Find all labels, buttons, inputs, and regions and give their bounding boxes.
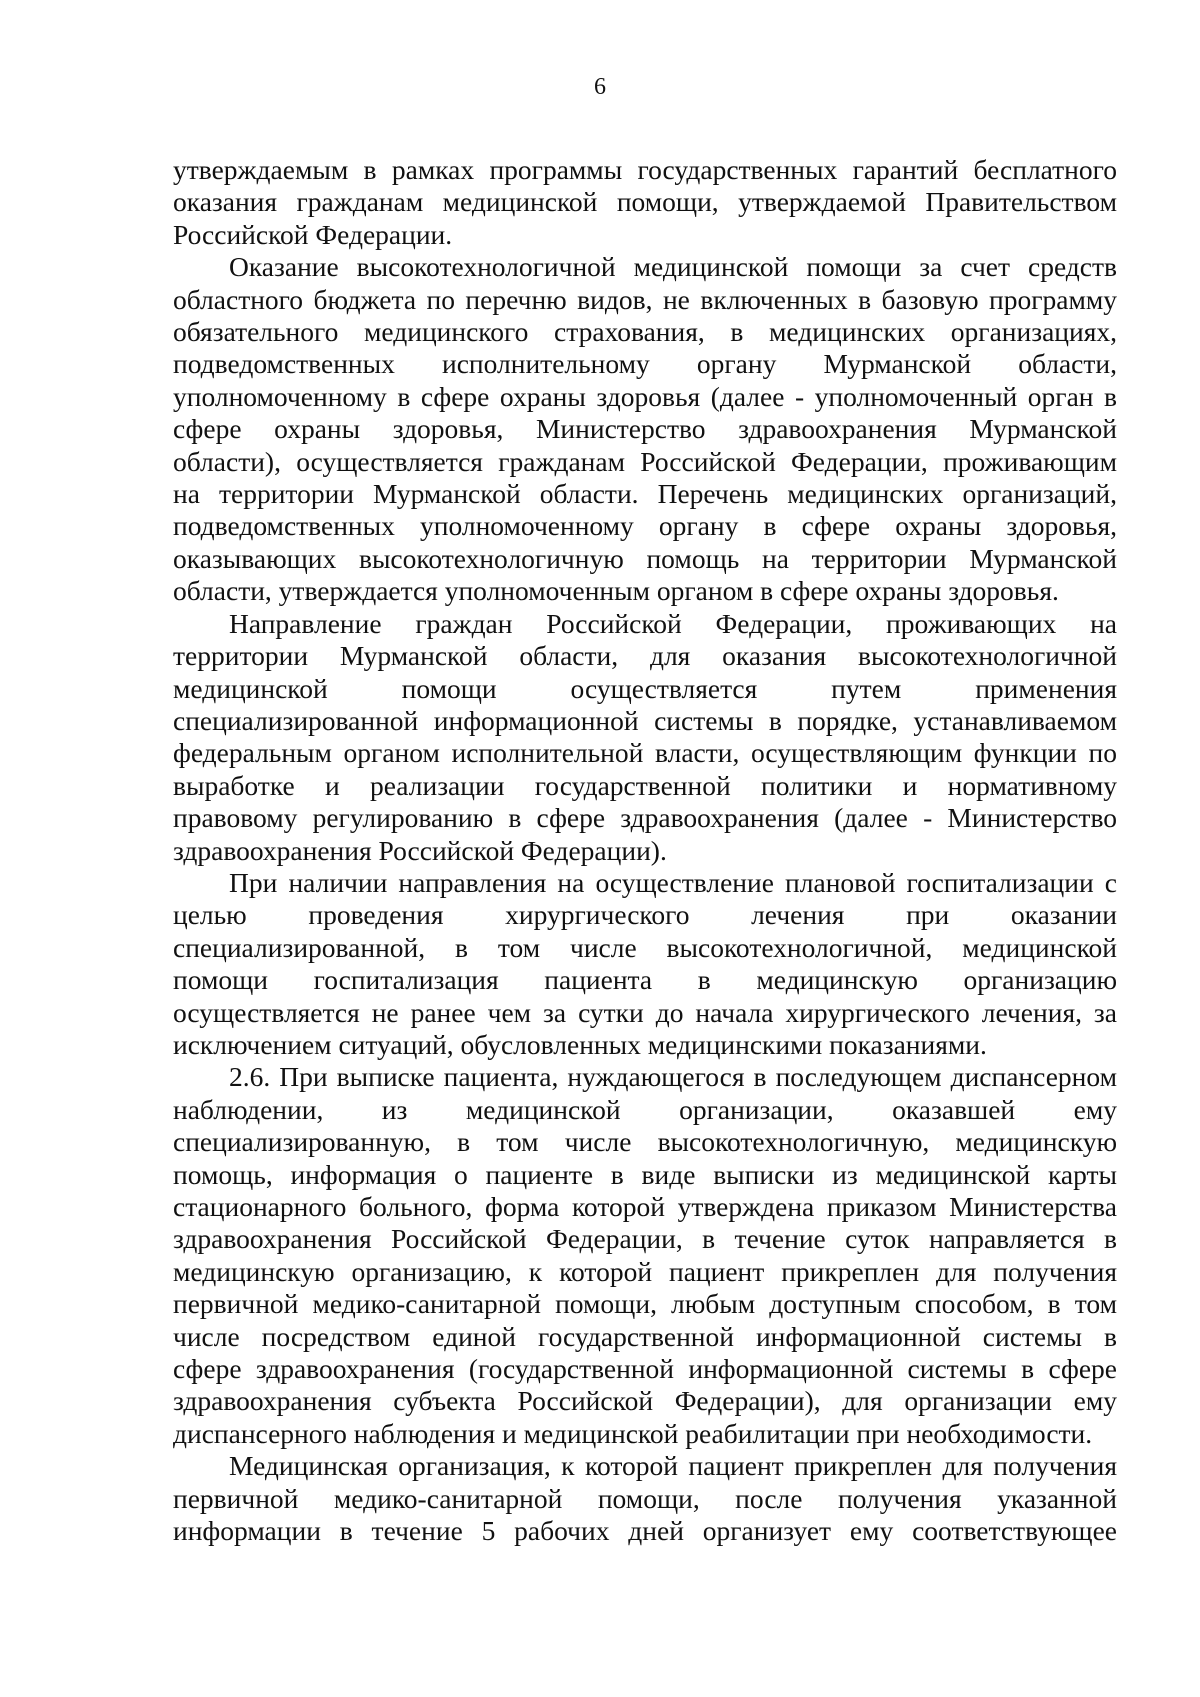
text-line: здравоохранения Российской Федерации, в течение суток направляется в	[173, 1223, 1117, 1255]
text-line: целью проведения хирургического лечения при оказании	[173, 899, 1117, 931]
text-line: Медицинская организация, к которой пациент прикреплен для получения	[229, 1450, 1117, 1482]
text-line: специализированную, в том числе высокотехнологичную, медицинскую	[173, 1126, 1117, 1158]
text-line: федеральным органом исполнительной власти, осуществляющим функции по	[173, 737, 1117, 769]
text-line: подведомственных уполномоченному органу в сфере охраны здоровья,	[173, 510, 1117, 542]
text-line: оказания гражданам медицинской помощи, утверждаемой Правительством	[173, 186, 1117, 218]
text-line: специализированной, в том числе высокотехнологичной, медицинской	[173, 931, 1117, 963]
text-line: сфере охраны здоровья, Министерство здравоохранения Мурманской	[173, 413, 1117, 445]
text-line: Оказание высокотехнологичной медицинской помощи за счет средств	[229, 251, 1117, 283]
text-line: утверждаемым в рамках программы государственных гарантий бесплатного	[173, 154, 1117, 185]
text-line: на территории Мурманской области. Перечень медицинских организаций,	[173, 478, 1117, 510]
paragraph	[173, 1450, 1117, 1547]
text-line: территории Мурманской области, для оказания высокотехнологичной	[173, 640, 1117, 672]
page-number: 6	[594, 74, 606, 100]
text-line: Российской Федерации.	[173, 218, 453, 250]
text-line: подведомственных исполнительному органу Мурманской области,	[173, 348, 1117, 380]
text-line: первичной медико-санитарной помощи, любым доступным способом, в том	[173, 1288, 1117, 1320]
text-line: области), осуществляется гражданам Российской Федерации, проживающим	[173, 445, 1117, 477]
text-line: специализированной информационной системы в порядке, устанавливаемом	[173, 704, 1117, 736]
text-line: правовому регулированию в сфере здравоохранения (далее - Министерство	[173, 802, 1117, 834]
text-line: уполномоченному в сфере охраны здоровья (далее - уполномоченный орган в	[173, 380, 1117, 412]
text-line: информации в течение 5 рабочих дней организует ему соответствующее	[173, 1515, 1117, 1547]
paragraph	[173, 251, 1117, 607]
text-line: первичной медико-санитарной помощи, после получения указанной	[173, 1482, 1117, 1514]
document-body	[173, 154, 1117, 1547]
text-line: выработке и реализации государственной политики и нормативному	[173, 769, 1117, 801]
paragraph	[173, 867, 1117, 1061]
paragraph	[173, 154, 1117, 251]
text-line: здравоохранения Российской Федерации).	[173, 834, 667, 866]
text-line: диспансерного наблюдения и медицинской реабилитации при необходимости.	[173, 1417, 1093, 1449]
text-line: числе посредством единой государственной информационной системы в	[173, 1320, 1117, 1352]
text-line: При наличии направления на осуществление плановой госпитализации с	[229, 866, 1117, 898]
text-line: исключением ситуаций, обусловленных медицинскими показаниями.	[173, 1028, 987, 1060]
paragraph	[173, 1061, 1117, 1450]
text-line: Направление граждан Российской Федерации, проживающих на	[229, 607, 1117, 639]
text-line: осуществляется не ранее чем за сутки до начала хирургического лечения, за	[173, 996, 1117, 1028]
text-line: помощи госпитализация пациента в медицинскую организацию	[173, 964, 1117, 996]
text-line: здравоохранения субъекта Российской Федерации), для организации ему	[173, 1385, 1117, 1417]
paragraph	[173, 608, 1117, 867]
text-line: областного бюджета по перечню видов, не включенных в базовую программу	[173, 283, 1117, 315]
text-line: 2.6. При выписке пациента, нуждающегося в последующем диспансерном	[229, 1061, 1117, 1093]
text-line: обязательного медицинского страхования, в медицинских организациях,	[173, 316, 1117, 348]
text-line: помощь, информация о пациенте в виде выписки из медицинской карты	[173, 1158, 1117, 1190]
text-line: медицинской помощи осуществляется путем применения	[173, 672, 1117, 704]
text-line: сфере здравоохранения (государственной информационной системы в сфере	[173, 1353, 1117, 1385]
text-line: области, утверждается уполномоченным органом в сфере охраны здоровья.	[173, 575, 1059, 607]
text-line: оказывающих высокотехнологичную помощь на территории Мурманской	[173, 542, 1117, 574]
text-line: медицинскую организацию, к которой пациент прикреплен для получения	[173, 1255, 1117, 1287]
text-line: наблюдении, из медицинской организации, оказавшей ему	[173, 1093, 1117, 1125]
text-line: стационарного больного, форма которой утверждена приказом Министерства	[173, 1191, 1117, 1222]
